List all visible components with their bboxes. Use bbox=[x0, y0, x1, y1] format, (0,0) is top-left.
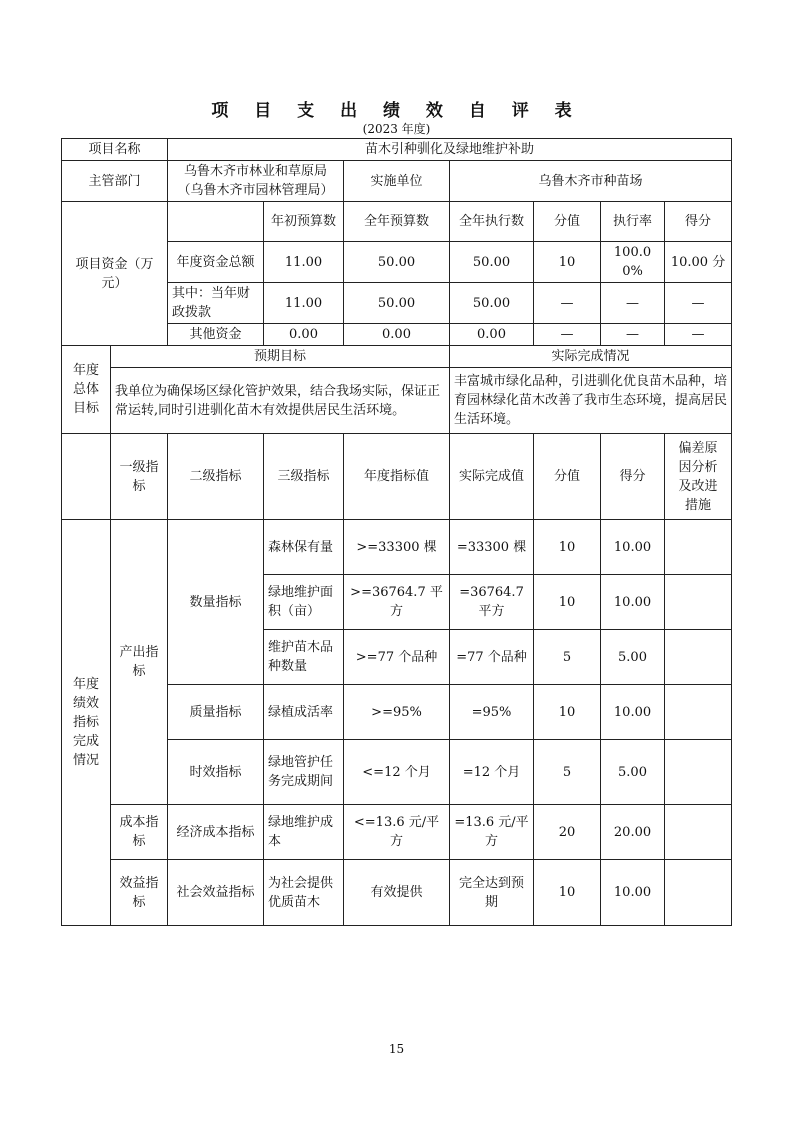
document-title: 项 目 支 出 绩 效 自 评 表 bbox=[211, 101, 582, 121]
target-cell: <=13.6 元/平方 bbox=[344, 805, 450, 860]
target-cell: 有效提供 bbox=[344, 860, 450, 926]
got-cell: 5.00 bbox=[601, 740, 665, 805]
funds-cell: — bbox=[665, 283, 732, 324]
level3-cell: 绿地维护成本 bbox=[264, 805, 344, 860]
indicator-header: 一级指标 bbox=[111, 434, 168, 520]
indicator-header-blank bbox=[62, 434, 111, 520]
department-row bbox=[62, 161, 732, 202]
score-cell: 20 bbox=[534, 805, 601, 860]
funds-cell: — bbox=[601, 283, 665, 324]
funds-row-label: 年度资金总额 bbox=[168, 242, 264, 283]
goal-label: 年度总体目标 bbox=[62, 346, 111, 434]
got-cell: 10.00 bbox=[601, 575, 665, 630]
goal-content-row bbox=[62, 368, 732, 434]
note-cell bbox=[665, 740, 732, 805]
funds-cell: 0.00 bbox=[264, 324, 344, 346]
actual-cell: 完全达到预期 bbox=[450, 860, 534, 926]
level1-benefit: 效益指标 bbox=[111, 860, 168, 926]
actual-cell: =36764.7 平方 bbox=[450, 575, 534, 630]
dept-value: 乌鲁木齐市林业和草原局（乌鲁木齐市园林管理局） bbox=[168, 161, 344, 202]
funds-row-label: 其中：当年财政拨款 bbox=[168, 283, 264, 324]
indicator-header: 实际完成值 bbox=[450, 434, 534, 520]
funds-cell: 10.00 分 bbox=[665, 242, 732, 283]
level3-cell: 绿植成活率 bbox=[264, 685, 344, 740]
dept-label: 主管部门 bbox=[62, 161, 168, 202]
actual-cell: =12 个月 bbox=[450, 740, 534, 805]
funds-cell: — bbox=[534, 324, 601, 346]
indicator-row bbox=[62, 860, 732, 926]
indicator-header: 二级指标 bbox=[168, 434, 264, 520]
got-cell: 10.00 bbox=[601, 520, 665, 575]
actual-goal-header: 实际完成情况 bbox=[450, 346, 732, 368]
funds-cell: 50.00 bbox=[450, 283, 534, 324]
target-cell: >=77 个品种 bbox=[344, 630, 450, 685]
indicator-header-row bbox=[62, 434, 732, 520]
project-name-row bbox=[62, 139, 732, 161]
actual-cell: =13.6 元/平方 bbox=[450, 805, 534, 860]
funds-header: 年初预算数 bbox=[264, 202, 344, 242]
impl-value: 乌鲁木齐市种苗场 bbox=[450, 161, 732, 202]
funds-header: 执行率 bbox=[601, 202, 665, 242]
expected-goal-text: 我单位为确保场区绿化管护效果，结合我场实际，保证正常运转,同时引进驯化苗木有效提供居民生活环境。 bbox=[111, 368, 450, 434]
note-cell bbox=[665, 520, 732, 575]
note-cell bbox=[665, 630, 732, 685]
funds-cell: — bbox=[665, 324, 732, 346]
funds-cell: 0.00 bbox=[344, 324, 450, 346]
goal-header-row bbox=[62, 346, 732, 368]
funds-cell: 11.00 bbox=[264, 242, 344, 283]
score-cell: 10 bbox=[534, 575, 601, 630]
expected-goal-header: 预期目标 bbox=[111, 346, 450, 368]
level2-time: 时效指标 bbox=[168, 740, 264, 805]
got-cell: 10.00 bbox=[601, 685, 665, 740]
level3-cell: 绿地维护面积（亩） bbox=[264, 575, 344, 630]
target-cell: <=12 个月 bbox=[344, 740, 450, 805]
score-cell: 10 bbox=[534, 520, 601, 575]
document-year: (2023 年度) bbox=[362, 122, 431, 136]
level3-cell: 绿地管护任务完成期间 bbox=[264, 740, 344, 805]
funds-cell: 50.00 bbox=[344, 283, 450, 324]
score-cell: 10 bbox=[534, 685, 601, 740]
level3-cell: 维护苗木品种数量 bbox=[264, 630, 344, 685]
funds-header-blank bbox=[168, 202, 264, 242]
level1-output: 产出指标 bbox=[111, 520, 168, 805]
got-cell: 20.00 bbox=[601, 805, 665, 860]
score-cell: 10 bbox=[534, 860, 601, 926]
indicator-row bbox=[62, 805, 732, 860]
level3-cell: 森林保有量 bbox=[264, 520, 344, 575]
funds-header: 得分 bbox=[665, 202, 732, 242]
evaluation-table bbox=[61, 138, 731, 910]
got-cell: 10.00 bbox=[601, 860, 665, 926]
funds-label: 项目资金（万元） bbox=[62, 202, 168, 346]
funds-cell: — bbox=[534, 283, 601, 324]
level2-econ-cost: 经济成本指标 bbox=[168, 805, 264, 860]
actual-cell: =95% bbox=[450, 685, 534, 740]
funds-row-label: 其他资金 bbox=[168, 324, 264, 346]
level2-social-benefit: 社会效益指标 bbox=[168, 860, 264, 926]
project-name-value: 苗木引种驯化及绿地维护补助 bbox=[168, 139, 732, 161]
level1-cost: 成本指标 bbox=[111, 805, 168, 860]
indicator-header: 偏差原因分析及改进措施 bbox=[665, 434, 732, 520]
page-number: 15 bbox=[388, 1042, 405, 1056]
funds-cell: 10 bbox=[534, 242, 601, 283]
indicator-header: 分值 bbox=[534, 434, 601, 520]
target-cell: >=36764.7 平方 bbox=[344, 575, 450, 630]
level2-quality: 质量指标 bbox=[168, 685, 264, 740]
funds-cell: 50.00 bbox=[344, 242, 450, 283]
indicator-header: 年度指标值 bbox=[344, 434, 450, 520]
actual-cell: =77 个品种 bbox=[450, 630, 534, 685]
funds-cell: 100.00% bbox=[601, 242, 665, 283]
actual-goal-text: 丰富城市绿化品种，引进驯化优良苗木品种，培育园林绿化苗木改善了我市生态环境，提高居民生活环境。 bbox=[450, 368, 732, 434]
note-cell bbox=[665, 575, 732, 630]
got-cell: 5.00 bbox=[601, 630, 665, 685]
indicator-row bbox=[62, 520, 732, 575]
note-cell bbox=[665, 805, 732, 860]
funds-header-row bbox=[62, 202, 732, 242]
funds-header: 全年执行数 bbox=[450, 202, 534, 242]
funds-cell: 50.00 bbox=[450, 242, 534, 283]
actual-cell: =33300 棵 bbox=[450, 520, 534, 575]
score-cell: 5 bbox=[534, 740, 601, 805]
indicator-header: 得分 bbox=[601, 434, 665, 520]
note-cell bbox=[665, 860, 732, 926]
funds-header: 分值 bbox=[534, 202, 601, 242]
funds-cell: — bbox=[601, 324, 665, 346]
level2-quantity: 数量指标 bbox=[168, 520, 264, 685]
note-cell bbox=[665, 685, 732, 740]
level3-cell: 为社会提供优质苗木 bbox=[264, 860, 344, 926]
funds-cell: 0.00 bbox=[450, 324, 534, 346]
target-cell: >=33300 棵 bbox=[344, 520, 450, 575]
indicator-header: 三级指标 bbox=[264, 434, 344, 520]
score-cell: 5 bbox=[534, 630, 601, 685]
funds-header: 全年预算数 bbox=[344, 202, 450, 242]
target-cell: >=95% bbox=[344, 685, 450, 740]
impl-label: 实施单位 bbox=[344, 161, 450, 202]
project-name-label: 项目名称 bbox=[62, 139, 168, 161]
funds-cell: 11.00 bbox=[264, 283, 344, 324]
indicator-section-label: 年度绩效指标完成情况 bbox=[62, 520, 111, 926]
